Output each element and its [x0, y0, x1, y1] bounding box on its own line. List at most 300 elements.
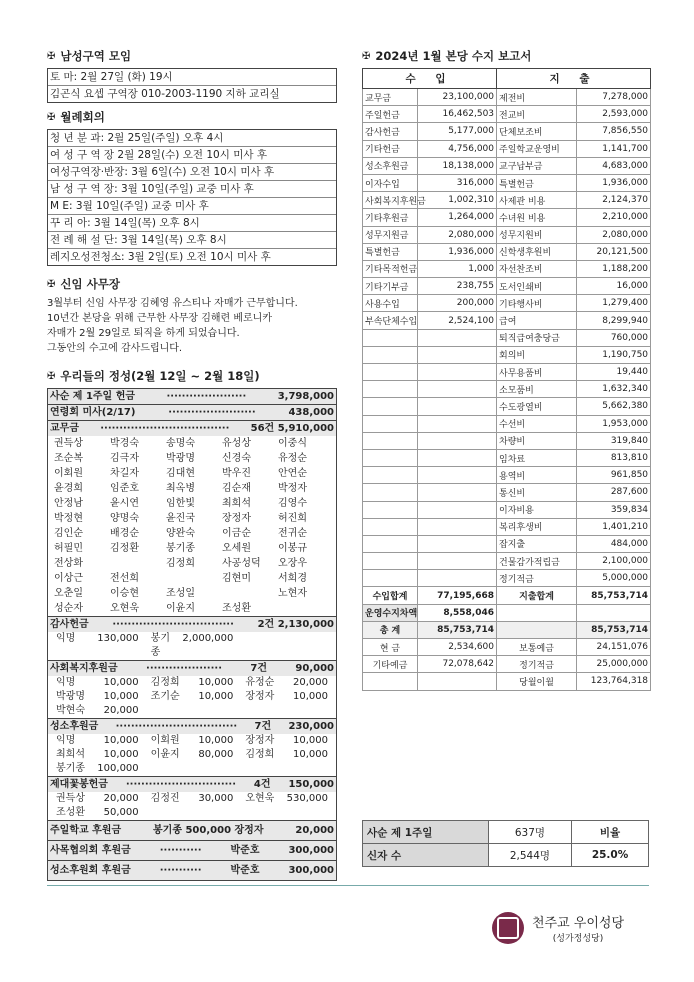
- donor-name: 박광명: [56, 691, 85, 702]
- donor-name: 전선희: [110, 573, 139, 584]
- donor-pair: [239, 676, 334, 690]
- finance-row: [363, 192, 651, 209]
- donor-name: 허진희: [278, 513, 307, 524]
- offering-sunday: 사순 제 1주일 헌금 ····················· 3,798,000: [50, 391, 334, 402]
- income-header: 수 입: [363, 69, 497, 89]
- donor-pair: [50, 690, 145, 704]
- donor-pair: [50, 632, 145, 660]
- account-amount: 961,850: [577, 467, 651, 484]
- sacred-pairs: [48, 734, 336, 776]
- account-amount: 1,279,400: [577, 295, 651, 312]
- donor-name: 장정자: [245, 691, 275, 702]
- donor-name: [110, 556, 166, 571]
- account-label: 사회복지후원금: [363, 192, 418, 209]
- donor-name: 이윤지: [150, 749, 180, 760]
- donor-amount: 20,000: [292, 677, 328, 688]
- account-label: 수녀원 비용: [497, 209, 577, 226]
- account-label: 수도광열비: [497, 398, 577, 415]
- account-label: 성무지원비: [497, 226, 577, 243]
- donor-amount: [325, 704, 331, 718]
- donor-name: 조성환: [56, 807, 85, 818]
- church-name: 천주교 우이성당: [532, 916, 625, 931]
- account-amount: 359,834: [577, 501, 651, 518]
- donor-pair: [50, 748, 145, 762]
- account-label: 주일헌금: [363, 106, 418, 123]
- donor-name: 유정순: [245, 677, 275, 688]
- finance-cash-row: 현 금 2,534,600 보통예금 24,151,076: [363, 639, 651, 656]
- donor-pair: [239, 762, 334, 776]
- donor-amount: 10,000: [292, 735, 328, 746]
- offering-joint: 연령회 미사(2/17) ······················· 438,000: [48, 404, 336, 420]
- donor-pair: [239, 748, 334, 762]
- finance-row: [363, 140, 651, 157]
- donor-name: 차길자: [110, 468, 139, 479]
- donor-pair: [145, 676, 240, 690]
- donor-amount: 10,000: [103, 677, 139, 688]
- account-label: 성무지원금: [363, 226, 418, 243]
- account-label: 부속단체수입: [363, 312, 418, 329]
- donor-amount: 10,000: [198, 691, 234, 702]
- finance-grand-row: 총 계 85,753,714 85,753,714: [363, 621, 651, 638]
- ratio-value: 25.0%: [572, 844, 649, 867]
- donor-name: 장정자: [245, 735, 275, 746]
- account-label: 소모품비: [497, 381, 577, 398]
- donor-name: 김정진: [150, 793, 180, 804]
- cross-mark-icon: ✠: [47, 278, 56, 290]
- offering-sacred-support: 성소후원회 후원금 ··········· 박준호 300,000: [48, 860, 336, 880]
- cross-mark-icon: ✠: [47, 50, 56, 62]
- donor-name: 김인순: [54, 528, 83, 539]
- donor-pair: [239, 792, 334, 806]
- account-amount: 4,756,000: [418, 140, 497, 157]
- donor-name: [148, 762, 154, 776]
- account-label: 특별헌금: [363, 243, 418, 260]
- monthly-title: ✠ 월례회의: [47, 110, 105, 124]
- account-amount: 813,810: [577, 449, 651, 466]
- donor-pair: [239, 690, 334, 704]
- ratio-label: 비율: [572, 821, 649, 844]
- account-label: [363, 364, 418, 381]
- account-amount: 8,299,940: [577, 312, 651, 329]
- donor-name: 오춘일: [54, 588, 83, 599]
- account-label: 기타목적헌금: [363, 260, 418, 277]
- cross-mark-icon: ✠: [362, 50, 371, 62]
- donor-name: 김영수: [278, 498, 307, 509]
- account-label: 기타행사비: [497, 295, 577, 312]
- account-amount: 2,593,000: [577, 106, 651, 123]
- account-amount: 5,000,000: [577, 570, 651, 587]
- men-meeting-title: ✠ 남성구역 모임: [47, 49, 132, 63]
- donor-name: 신경숙: [222, 453, 251, 464]
- finance-row: [363, 278, 651, 295]
- donor-amount: [230, 806, 236, 820]
- account-amount: [418, 415, 497, 432]
- donor-name: 봉기종: [150, 633, 170, 658]
- men-meeting-box: [47, 68, 337, 103]
- finance-row: [363, 553, 651, 570]
- account-amount: 16,000: [577, 278, 651, 295]
- account-amount: 2,100,000: [577, 553, 651, 570]
- account-label: 사무용품비: [497, 364, 577, 381]
- account-label: 신학생후원비: [497, 243, 577, 260]
- donor-name: 김순재: [222, 483, 251, 494]
- account-label: [363, 501, 418, 518]
- donor-name: 익명: [56, 677, 76, 688]
- offering-altar: 제대꽃봉헌금 ····························· 4건 150,000: [48, 776, 336, 792]
- account-amount: 2,080,000: [577, 226, 651, 243]
- offering-thanks: 감사헌금 ································ 2건 2,130,000: [48, 616, 336, 632]
- donor-name: 이승현: [110, 588, 139, 599]
- account-label: 단체보조비: [497, 123, 577, 140]
- account-label: [363, 553, 418, 570]
- offering-table: [47, 388, 337, 881]
- donor-name: 배경순: [110, 528, 139, 539]
- finance-row: [363, 209, 651, 226]
- finance-row: [363, 295, 651, 312]
- donor-amount: 20,000: [103, 705, 139, 716]
- donor-name: 안연순: [278, 468, 307, 479]
- donor-name: 유정순: [278, 453, 307, 464]
- account-amount: [418, 364, 497, 381]
- account-amount: 319,840: [577, 432, 651, 449]
- donor-name: 최희석: [56, 749, 85, 760]
- new-office-text: [47, 296, 337, 356]
- account-amount: [418, 518, 497, 535]
- donor-name: 오세원: [222, 543, 251, 554]
- donor-amount: 10,000: [103, 691, 139, 702]
- account-label: 자선찬조비: [497, 260, 577, 277]
- finance-row: [363, 484, 651, 501]
- account-amount: 19,440: [577, 364, 651, 381]
- donor-name: 오현욱: [110, 603, 139, 614]
- account-amount: [418, 484, 497, 501]
- donor-pair: [145, 806, 240, 820]
- altar-pairs: [48, 792, 336, 820]
- finance-balance-row: 운영수지차액 8,558,046: [363, 604, 651, 621]
- account-label: 정기적금: [497, 570, 577, 587]
- finance-row: [363, 157, 651, 174]
- account-label: [363, 535, 418, 552]
- donor-pair: [50, 734, 145, 748]
- donor-name: [278, 601, 334, 616]
- account-label: 감사헌금: [363, 123, 418, 140]
- account-label: 교무금: [363, 89, 418, 106]
- monthly-row: 꾸 리 아: 3월 14일(목) 오후 8시: [48, 215, 336, 232]
- account-label: 기타기부금: [363, 278, 418, 295]
- account-amount: 7,856,550: [577, 123, 651, 140]
- donor-name: 장정자: [222, 513, 251, 524]
- paragraph-line: 자매가 2월 29일로 퇴직을 하게 되었습니다.: [47, 328, 240, 339]
- finance-table: [362, 68, 651, 691]
- expense-header: 지 출: [497, 69, 651, 89]
- thanks-pairs: [48, 632, 336, 660]
- donor-pair: [239, 734, 334, 748]
- account-label: 급여: [497, 312, 577, 329]
- account-amount: [418, 449, 497, 466]
- donor-name: 최희석: [222, 498, 251, 509]
- account-amount: 1,190,750: [577, 346, 651, 363]
- account-label: 교구납부금: [497, 157, 577, 174]
- account-label: [363, 570, 418, 587]
- finance-row: [363, 518, 651, 535]
- finance-row: [363, 174, 651, 191]
- donor-name: 임한빛: [166, 498, 195, 509]
- finance-total-row: 수입합계 77,195,668 지출합계 85,753,714: [363, 587, 651, 604]
- donor-pair: [145, 704, 240, 718]
- account-amount: 484,000: [577, 535, 651, 552]
- account-label: 차량비: [497, 432, 577, 449]
- donor-pair: [145, 632, 240, 660]
- monthly-row: 남 성 구 역 장: 3월 10일(주일) 교중 미사 후: [48, 181, 336, 198]
- account-label: [363, 518, 418, 535]
- donor-name: 익명: [56, 735, 76, 746]
- donor-name: [242, 806, 248, 820]
- finance-row: [363, 381, 651, 398]
- finance-header-row: [363, 69, 651, 89]
- account-amount: 20,121,500: [577, 243, 651, 260]
- donor-name: 박정자: [278, 483, 307, 494]
- donor-name: [242, 704, 248, 718]
- account-amount: 2,524,100: [418, 312, 497, 329]
- sunday-count: 637명: [488, 821, 571, 844]
- account-amount: [418, 501, 497, 518]
- donor-name: 김정희: [245, 749, 275, 760]
- stats-row: [363, 821, 649, 844]
- finance-row: [363, 415, 651, 432]
- donor-amount: 2,000,000: [182, 633, 234, 644]
- finance-row: [363, 398, 651, 415]
- offering-title: ✠ 우리들의 정성(2월 12일 ~ 2월 18일): [47, 369, 260, 383]
- account-amount: 760,000: [577, 329, 651, 346]
- donor-amount: [325, 806, 331, 820]
- donor-name: 윤진국: [166, 513, 195, 524]
- paragraph-line: 3월부터 신임 사무장 김혜영 유스티나 자매가 근무합니다.: [47, 298, 298, 309]
- account-label: 주일학교운영비: [497, 140, 577, 157]
- welfare-pairs: [48, 676, 336, 718]
- finance-row: [363, 260, 651, 277]
- account-amount: 287,600: [577, 484, 651, 501]
- church-logo: [492, 912, 624, 944]
- donor-name: 임준호: [110, 483, 139, 494]
- account-label: [363, 381, 418, 398]
- donor-name: [242, 762, 248, 776]
- donor-name: 양완숙: [166, 528, 195, 539]
- finance-row: [363, 312, 651, 329]
- stats-row: [363, 844, 649, 867]
- donor-name: 전귀순: [278, 528, 307, 539]
- donor-pair: [50, 704, 145, 718]
- account-label: [363, 415, 418, 432]
- donor-name: 박광명: [166, 453, 195, 464]
- donor-amount: 10,000: [292, 691, 328, 702]
- account-label: [363, 432, 418, 449]
- donor-amount: 10,000: [103, 749, 139, 760]
- account-amount: 5,177,000: [418, 123, 497, 140]
- account-amount: 316,000: [418, 174, 497, 191]
- monthly-row: 청 년 분 과: 2월 25일(주일) 오후 4시: [48, 130, 336, 147]
- donor-name: 김정희: [150, 677, 180, 688]
- donor-amount: [230, 704, 236, 718]
- donor-amount: 530,000: [286, 793, 328, 804]
- account-amount: 1,632,340: [577, 381, 651, 398]
- right-column: [362, 48, 650, 691]
- account-label: 이자비용: [497, 501, 577, 518]
- monthly-row: 여 성 구 역 장 2월 28일(수) 오전 10시 미사 후: [48, 147, 336, 164]
- donor-pair: [50, 792, 145, 806]
- finance-row: [363, 329, 651, 346]
- account-label: [363, 484, 418, 501]
- account-amount: 1,936,000: [577, 174, 651, 191]
- account-amount: 16,462,503: [418, 106, 497, 123]
- donor-name: [148, 806, 154, 820]
- account-label: 제전비: [497, 89, 577, 106]
- donor-name: 김정환: [110, 543, 139, 554]
- donor-name: 전상화: [54, 558, 83, 569]
- donor-name: 박우진: [222, 468, 251, 479]
- paragraph-line: 그동안의 수고에 감사드립니다.: [47, 343, 183, 354]
- donor-name: 이금순: [222, 528, 251, 539]
- offering-gyomu: 교무금 ·································· 56건 5,910,000: [48, 420, 336, 436]
- account-amount: [418, 570, 497, 587]
- donor-name: 박현숙: [56, 705, 85, 716]
- donor-name: [166, 571, 222, 586]
- account-label: 특별헌금: [497, 174, 577, 191]
- account-amount: 200,000: [418, 295, 497, 312]
- donor-name: 양명숙: [110, 513, 139, 524]
- account-amount: [418, 432, 497, 449]
- donor-amount: [325, 762, 331, 776]
- account-amount: 4,683,000: [577, 157, 651, 174]
- account-label: 전교비: [497, 106, 577, 123]
- donor-amount: 10,000: [198, 735, 234, 746]
- donor-name: 박경숙: [110, 438, 139, 449]
- donor-name: 김극자: [110, 453, 139, 464]
- monthly-row: 여성구역장·반장: 3월 6일(수) 오전 10시 미사 후: [48, 164, 336, 181]
- finance-row: [363, 449, 651, 466]
- donor-pair: [145, 734, 240, 748]
- account-label: 잡지출: [497, 535, 577, 552]
- account-label: 사제관 비용: [497, 192, 577, 209]
- finance-row: [363, 432, 651, 449]
- finance-row: [363, 123, 651, 140]
- account-amount: [418, 381, 497, 398]
- monthly-row: M E: 3월 10일(주일) 교중 미사 후: [48, 198, 336, 215]
- believers-count: 2,544명: [488, 844, 571, 867]
- account-label: 건물감가적립금: [497, 553, 577, 570]
- account-amount: 2,080,000: [418, 226, 497, 243]
- account-label: [363, 467, 418, 484]
- finance-row: [363, 226, 651, 243]
- church-subname: (성가정성당): [552, 934, 604, 944]
- account-label: 기타후원금: [363, 209, 418, 226]
- donor-amount: [230, 762, 236, 776]
- donor-pair: [50, 676, 145, 690]
- donor-name: 송명숙: [166, 438, 195, 449]
- account-amount: 238,755: [418, 278, 497, 295]
- men-meeting-row: 김곤식 요셉 구역장 010-2003-1190 지하 교리실: [50, 88, 280, 100]
- donor-name: 권득상: [54, 438, 83, 449]
- offering-sacred: 성소후원금 ································ 7건 230,000: [48, 718, 336, 734]
- donor-name: 권득상: [56, 793, 85, 804]
- account-amount: [418, 329, 497, 346]
- account-label: [363, 329, 418, 346]
- account-amount: 1,953,000: [577, 415, 651, 432]
- donor-name: 허필민: [54, 543, 83, 554]
- donor-name: 봉기종: [56, 763, 85, 774]
- finance-carry-row: 당월이월 123,764,318: [363, 673, 651, 690]
- donor-name: 이봉규: [278, 543, 307, 554]
- account-amount: [418, 346, 497, 363]
- account-amount: [418, 535, 497, 552]
- donor-pair: [239, 704, 334, 718]
- donor-pair: [145, 762, 240, 776]
- account-amount: 23,100,000: [418, 89, 497, 106]
- offering-welfare: 사회복지후원금 ···················· 7건 90,000: [48, 660, 336, 676]
- account-label: 용역비: [497, 467, 577, 484]
- finance-row: [363, 467, 651, 484]
- divider: [47, 885, 649, 886]
- donor-name: 이상근: [54, 573, 83, 584]
- paragraph-line: 10년간 본당을 위해 근무한 사무장 김해련 베로니카: [47, 313, 272, 324]
- donor-name: 오현욱: [245, 793, 275, 804]
- offering-school: 주일학교 후원금 봉기종 500,000 장정자 20,000: [48, 820, 336, 840]
- account-amount: 1,002,310: [418, 192, 497, 209]
- donor-amount: 10,000: [103, 735, 139, 746]
- donor-name: 김현미: [222, 573, 251, 584]
- finance-row: [363, 501, 651, 518]
- finance-deposit-row: 기타예금 72,078,642 정기적금 25,000,000: [363, 656, 651, 673]
- donor-name: 윤시연: [110, 498, 139, 509]
- finance-row: [363, 364, 651, 381]
- account-label: 기타헌금: [363, 140, 418, 157]
- account-amount: 1,141,700: [577, 140, 651, 157]
- finance-title: ✠ 2024년 1월 본당 수지 보고서: [362, 49, 532, 63]
- donor-name: 서희경: [278, 573, 307, 584]
- donor-amount: 130,000: [97, 633, 139, 644]
- account-amount: 7,278,000: [577, 89, 651, 106]
- account-amount: 1,188,200: [577, 260, 651, 277]
- donor-name: 박정현: [54, 513, 83, 524]
- donor-name: 이중식: [278, 438, 307, 449]
- offering-office: 사목협의회 후원금 ··········· 박준호 300,000: [48, 840, 336, 860]
- monthly-row: 전 례 해 설 단: 3월 14일(목) 오후 8시: [48, 232, 336, 249]
- account-amount: [418, 553, 497, 570]
- account-label: 사용수입: [363, 295, 418, 312]
- cross-mark-icon: ✠: [47, 111, 56, 123]
- account-amount: 2,210,000: [577, 209, 651, 226]
- donor-amount: 80,000: [198, 749, 234, 760]
- donor-name: 최옥병: [166, 483, 195, 494]
- account-label: 성소후원금: [363, 157, 418, 174]
- gyomu-name-grid: [48, 436, 336, 616]
- monthly-row: 레지오성전청소: 3월 2일(토) 오전 10시 미사 후: [50, 251, 271, 263]
- donor-name: [222, 586, 278, 601]
- donor-name: 이회원: [150, 735, 180, 746]
- donor-name: 안정남: [54, 498, 83, 509]
- donor-amount: 10,000: [292, 749, 328, 760]
- account-label: 복리후생비: [497, 518, 577, 535]
- donor-name: 이회원: [54, 468, 83, 479]
- account-amount: 1,936,000: [418, 243, 497, 260]
- account-amount: [418, 398, 497, 415]
- men-meeting-row: 토 마: 2월 27일 (화) 19시: [48, 69, 336, 86]
- donor-pair: [239, 806, 334, 820]
- donor-name: [148, 704, 154, 718]
- donor-pair: [50, 806, 145, 820]
- donor-pair: [50, 762, 145, 776]
- donor-name: 김대현: [166, 468, 195, 479]
- donor-pair: [145, 690, 240, 704]
